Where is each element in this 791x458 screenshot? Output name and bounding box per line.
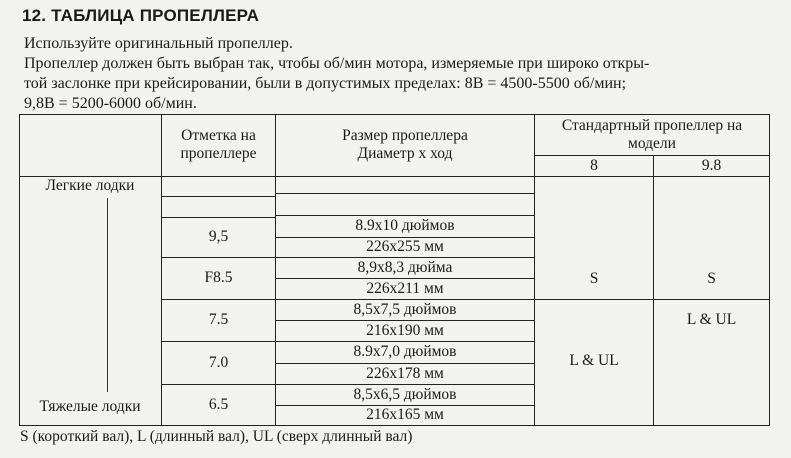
row-line-b <box>275 193 534 194</box>
size-mm-7-5: 216x190 мм <box>366 321 444 339</box>
table-border-bottom <box>19 425 770 426</box>
std-98-long: L & UL <box>686 311 737 328</box>
size-inch-7-5: 8,5x7,5 дюймов <box>353 300 457 318</box>
table-border-left <box>19 114 20 426</box>
mark-7-5: 7.5 <box>208 311 229 328</box>
size-inch-6-5: 8,5x6,5 дюймов <box>353 385 457 403</box>
col-divider-4 <box>653 155 654 426</box>
std-divider-line <box>534 299 770 300</box>
footnote: S (короткий вал), L (длинный вал), UL (сверх длинный вал) <box>20 428 413 445</box>
intro-line-3: той заслонке при крейсировании, были в допустимых пределах: 8В = 4500-5500 об/мин; <box>24 75 627 92</box>
header-mark-line1: Отметка на <box>181 127 256 144</box>
std-98-short: S <box>707 270 716 287</box>
section-title: 12. ТАБЛИЦА ПРОПЕЛЛЕРА <box>22 6 260 25</box>
intro-line-1: Используйте оригинальный пропеллер. <box>24 35 293 52</box>
mark-9-5: 9,5 <box>208 228 229 245</box>
header-model-8: 8 <box>590 157 598 174</box>
row-line-a <box>161 196 275 197</box>
std-8-short: S <box>589 270 599 287</box>
table-border-right <box>769 114 770 426</box>
size-inch-7-0: 8.9x7,0 дюймов <box>353 343 457 360</box>
std-8-long: L & UL <box>569 352 619 369</box>
header-mark <box>162 114 275 176</box>
header-standard-line2: модели <box>628 134 676 152</box>
light-boats-label: Легкие лодки <box>45 177 135 194</box>
size-mm-f8-5: 226x211 мм <box>366 279 444 297</box>
header-size <box>276 114 534 176</box>
size-mm-9-5: 226x255 мм <box>366 238 444 255</box>
propeller-table <box>19 114 770 427</box>
header-standard-line1: Стандартный пропеллер на <box>561 116 743 134</box>
size-inch-f8-5: 8,9x8,3 дюйма <box>357 258 453 276</box>
mark-6-5: 6.5 <box>208 395 229 413</box>
mark-f8-5: F8.5 <box>204 269 233 286</box>
intro-line-4: 9,8В = 5200-6000 об/мин. <box>24 95 197 112</box>
size-inch-9-5: 8.9x10 дюймов <box>355 217 455 234</box>
weight-scale-arrow <box>107 198 108 392</box>
header-mark-line2: пропеллере <box>180 145 257 162</box>
intro-line-2: Пропеллер должен быть выбран так, чтобы об/мин мотора, измеряемые при широко откры- <box>24 55 650 72</box>
header-model-98: 9.8 <box>701 157 722 174</box>
size-mm-7-0: 226x178 мм <box>366 364 444 382</box>
size-mm-6-5: 216x165 мм <box>366 406 444 423</box>
header-size-line1: Размер пропеллера <box>342 127 468 144</box>
mark-7-0: 7.0 <box>208 353 229 371</box>
heavy-boats-label: Тяжелые лодки <box>39 398 141 415</box>
header-size-line2: Диаметр х ход <box>357 145 453 162</box>
header-standard <box>535 114 769 155</box>
